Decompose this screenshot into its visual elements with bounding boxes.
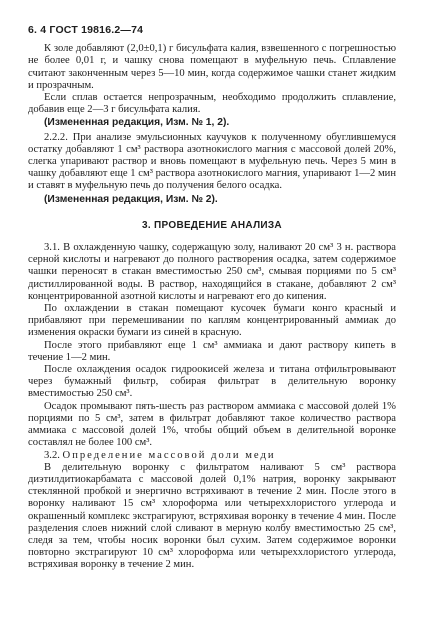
paragraph: 3.1. В охлажденную чашку, содержащую золу, наливают 20 см³ 3 н. раствора серной кислоты и нагревают до полного растворения осадка, затем содержимое чашки переносят в стакан вместимостью 250 см³, смывая порциями по 5 см³ дистиллированной воды. В раствор, находящийся в стакане, добавляют 2 см³ концентрированной азотной кислоты и нагревают его до кипения.: [28, 242, 396, 302]
amendment-note: (Измененная редакция, Изм. № 2).: [44, 193, 218, 205]
paragraph: После этого прибавляют еще 1 см³ аммиака и дают раствору кипеть в течение 1—2 мин.: [28, 339, 396, 363]
page-header: 6. 4 ГОСТ 19816.2—74: [28, 24, 144, 36]
paragraph: К золе добавляют (2,0±0,1) г бисульфата калия, взвешенного с погрешностью не более 0,01 г, и чашку снова помещают в муфельную печь. Сплавление считают законченным через 5—10 мин, когда содержимое чашки станет жидким и прозрачным.: [28, 43, 396, 91]
subsection-heading: [28, 450, 396, 462]
paragraph: По охлаждении в стакан помещают кусочек бумаги конго красный и прибавляют при перемешивании по каплям концентрированный аммиак до изменения окраски бумаги из синей в красную.: [28, 303, 396, 339]
paragraph: В делительную воронку с фильтратом наливают 5 см³ раствора диэтилдитиокарбамата с массовой долей 0,1% натрия, воронку закрывают стеклянной пробкой и энергично встряхивают в течение 2 мин. После этого в воронку наливают 15 см³ хлороформа или четыреххлористого углерода и окрашенный комплекс экстрагируют, встряхивая воронку в течение 4 мин. После разделения слоев нижний слой сливают в мерную колбу вместимостью 25 см³, следя за тем, чтобы носик воронки был сухим. Затем содержимое воронки повторно экстрагируют 10 см³ хлороформа или четыреххлористого углерода, встряхивая воронку в течение 2 мин.: [28, 461, 396, 571]
paragraph: После охлаждения осадок гидроокисей железа и титана отфильтровывают через бумажный фильтр, собирая фильтрат в делительную воронку вместимостью 250 см³.: [28, 364, 396, 400]
subsection-number: 3.2.: [44, 449, 60, 461]
paragraph: Если сплав остается непрозрачным, необходимо продолжить сплавление, добавив еще 2—3 г бисульфата калия.: [28, 92, 396, 116]
amendment-note: (Измененная редакция, Изм. № 1, 2).: [44, 117, 230, 129]
paragraph: Осадок промывают пять-шесть раз раствором аммиака с массовой долей 1% порциями по 5 см³, затем в фильтрат добавляют такое количество раствора аммиака с массовой долей 1%, чтобы общий объем в делительной воронке составлял не более 100 см³.: [28, 400, 396, 449]
subsection-title: Определение массовой доли меди: [62, 449, 276, 461]
section-heading: 3. ПРОВЕДЕНИЕ АНАЛИЗА: [142, 219, 282, 231]
paragraph: 2.2.2. При анализе эмульсионных каучуков к полученному обуглившемуся остатку добавляют 1 см³ раствора азотнокислого магния с массовой долей 20%, слегка упаривают раствор и вновь помещают в муфельную печь. Через 5 мин в чашку добавляют еще 1 см³ раствора азотнокислого магния, упаривают 1—2 мин и ставят в муфельную печь до получения белого осадка.: [28, 131, 396, 192]
